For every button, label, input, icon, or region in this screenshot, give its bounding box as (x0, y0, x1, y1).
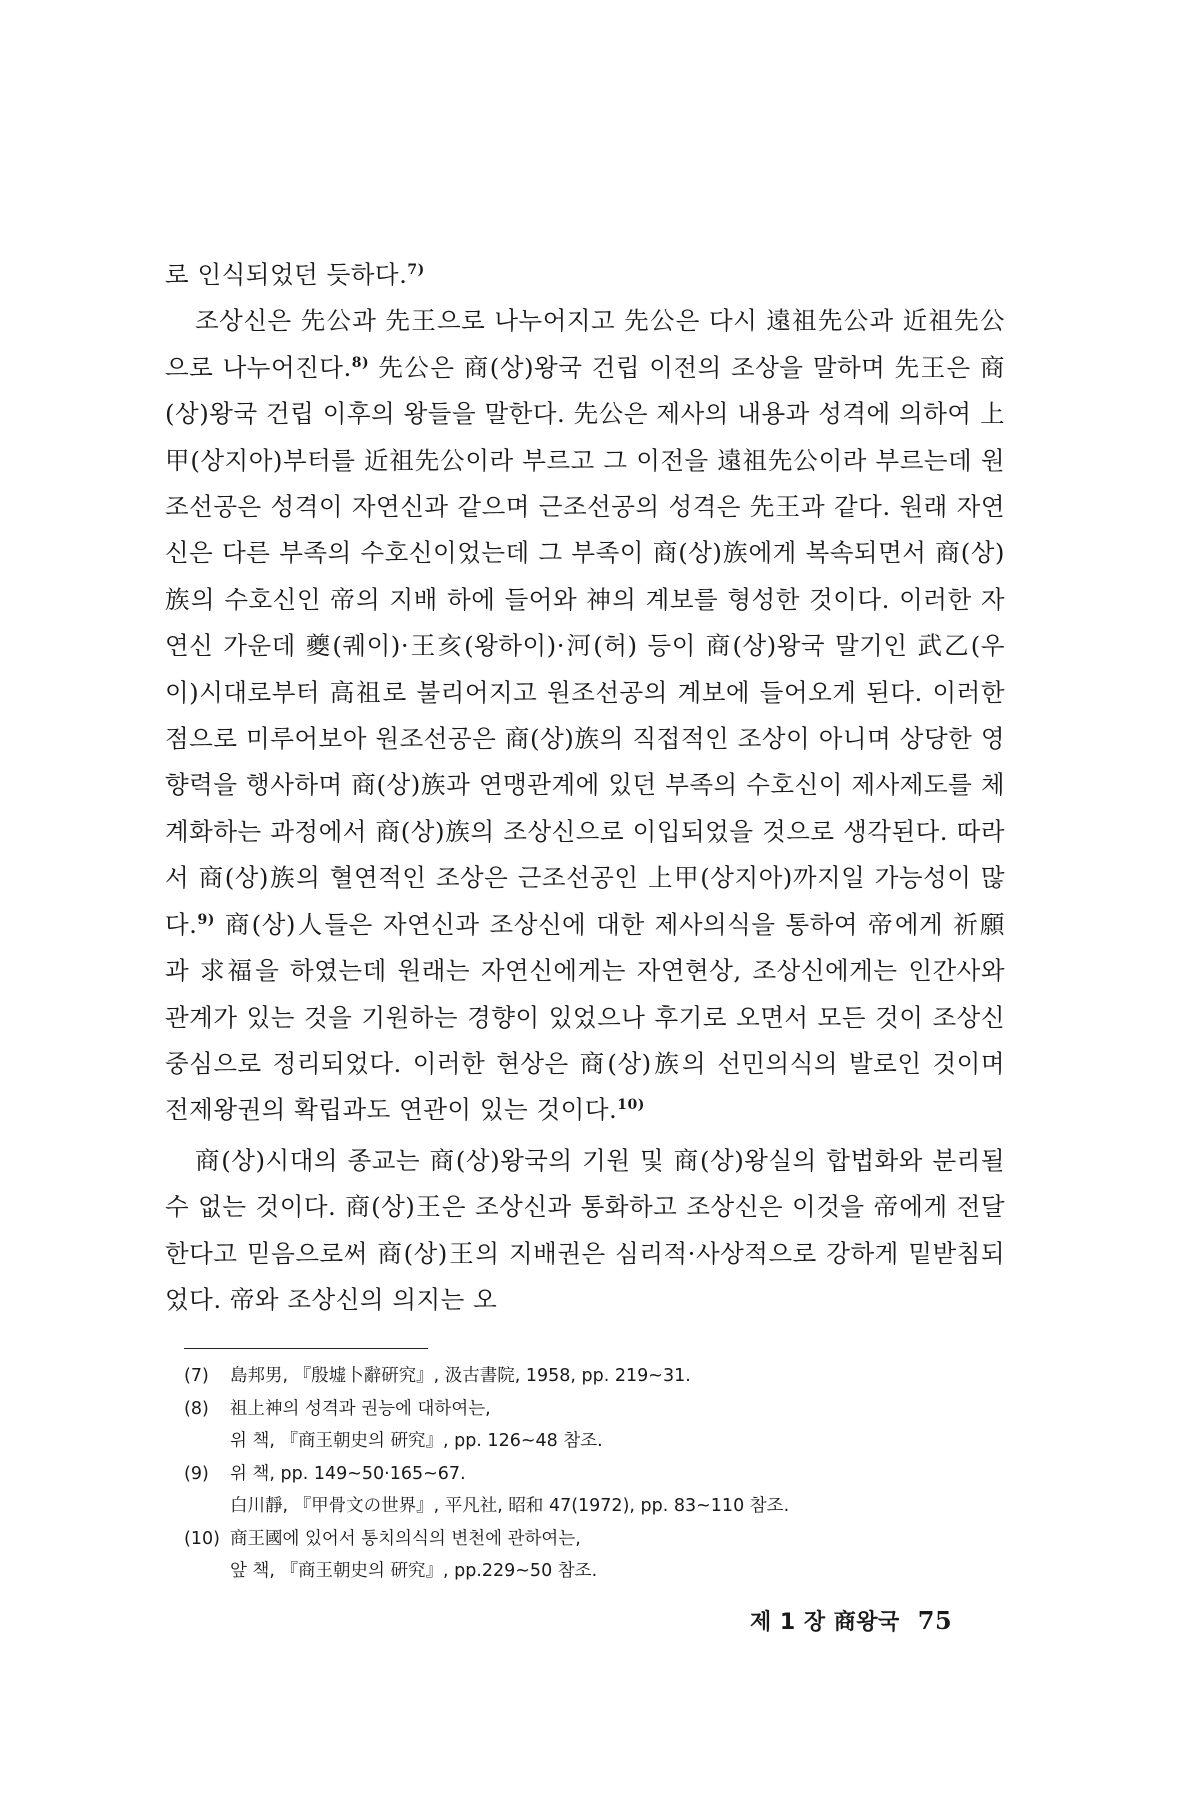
footnote-number (184, 1425, 230, 1458)
footnote-9 (184, 1458, 1004, 1491)
paragraph-1 (165, 252, 1005, 298)
paragraph-2-text-a: 조상신은 先公과 先王으로 나누어지고 先公은 다시 遠祖先公과 近祖先公으로 나누어진다. (165, 306, 1005, 382)
footnote-8 (184, 1393, 1004, 1426)
footnote-text: 白川靜, 『甲骨文の世界』, 平凡社, 昭和 47(1972), pp. 83~110 참조. (230, 1496, 790, 1516)
paragraph-3 (165, 1138, 1005, 1324)
footnote-number: (10) (184, 1528, 220, 1549)
footnote-number: (9) (184, 1463, 209, 1484)
footnote-text: 앞 책, 『商王朝史의 硏究』, pp.229~50 참조. (230, 1561, 598, 1581)
footnote-10-cont (184, 1555, 1004, 1588)
footnote-number (184, 1555, 230, 1588)
footnote-text: 위 책, 『商王朝史의 硏究』, pp. 126~48 참조. (230, 1431, 603, 1451)
paragraph-3-text: 商(상)시대의 종교는 商(상)왕국의 기원 및 商(상)왕실의 합법화와 분리될 수 없는 것이다. 商(상)王은 조상신과 통화하고 조상신은 이것을 帝에게 전달한다고 믿음으로써 商(상)王의 지배권은 심리적·사상적으로 강하게 밑받침되었다. 帝와 조상신의 의지는 오 (165, 1145, 1005, 1314)
footnote-9-cont (184, 1490, 1004, 1523)
page-number: 75 (917, 1606, 953, 1635)
paragraph-2-text-c: 商(상)人들은 자연신과 조상신에 대한 제사의식을 통하여 帝에게 祈願과 求福을 하였는데 원래는 자연신에게는 자연현상, 조상신에게는 인간사와 관계가 있는 것을 기원하는 경향이 있었으나 후기로 오면서 모든 것이 조상신 중심으로 정리되었다. 이러한 현상은 商(상)族의 선민의식의 발로인 것이며 전제왕권의 확립과도 연관이 있는 것이다. (165, 909, 1005, 1125)
footnote-number: (7) (184, 1366, 209, 1386)
footnote-ref-8: 8) (351, 354, 370, 371)
running-footer (750, 1605, 952, 1636)
footnote-divider (184, 1348, 428, 1349)
paragraph-2 (165, 298, 1005, 1133)
footnote-ref-9: 9) (197, 911, 215, 928)
footnote-ref-10: 10) (617, 1097, 645, 1114)
footnote-number: (8) (184, 1398, 209, 1419)
paragraph-2-text-b: 先公은 商(상)왕국 건립 이전의 조상을 말하며 先王은 商(상)왕국 건립 이후의 왕들을 말한다. 先公은 제사의 내용과 성격에 의하여 上甲(상지아)부터를 近祖先公이라 부르고 그 이전을 遠祖先公이라 부르는데 원조선공은 성격이 자연신과 같으며 근조선공의 성격은 先王과 같다. 원래 자연신은 다른 부족의 수호신이었는데 그 부족이 商(상)族에게 복속되면서 商(상)族의 수호신인 帝의 지배 하에 들어와 神의 계보를 형성한 것이다. 이러한 자연신 가운데 夔(퀘이)·王亥(왕하이)·河(허) 등이 商(상)왕국 말기인 武乙(우이)시대로부터 高祖로 불리어지고 원조선공의 계보에 들어오게 된다. 이러한 점으로 미루어보아 원조선공은 商(상)族의 직접적인 조상이 아니며 상당한 영향력을 행사하며 商(상)族과 연맹관계에 있던 부족의 수호신이 제사제도를 체계화하는 과정에서 商(상)族의 조상신으로 이입되었을 것으로 생각된다. 따라서 商(상)族의 혈연적인 조상은 근조선공인 上甲(상지아)까지일 가능성이 많다. (165, 352, 1005, 939)
main-text (165, 252, 1005, 1323)
footnote-ref-7: 7) (407, 262, 425, 278)
footnote-8-cont (184, 1425, 1004, 1458)
footnote-number (184, 1490, 230, 1523)
footnote-text: 商王國에 있어서 통치의식의 변천에 관하여는, (230, 1528, 581, 1549)
footnote-text: 祖上神의 성격과 권능에 대하여는, (230, 1398, 491, 1419)
footnote-text: 위 책, pp. 149~50·165~67. (230, 1463, 466, 1484)
footnotes (184, 1360, 1004, 1588)
footnote-7 (184, 1360, 1004, 1393)
footnote-text: 島邦男, 『殷墟卜辭硏究』, 汲古書院, 1958, pp. 219~31. (230, 1366, 691, 1386)
paragraph-1-text: 로 인식되었던 듯하다. (165, 260, 408, 289)
footnote-10 (184, 1523, 1004, 1556)
chapter-label: 제 1 장 商왕국 (750, 1610, 900, 1635)
